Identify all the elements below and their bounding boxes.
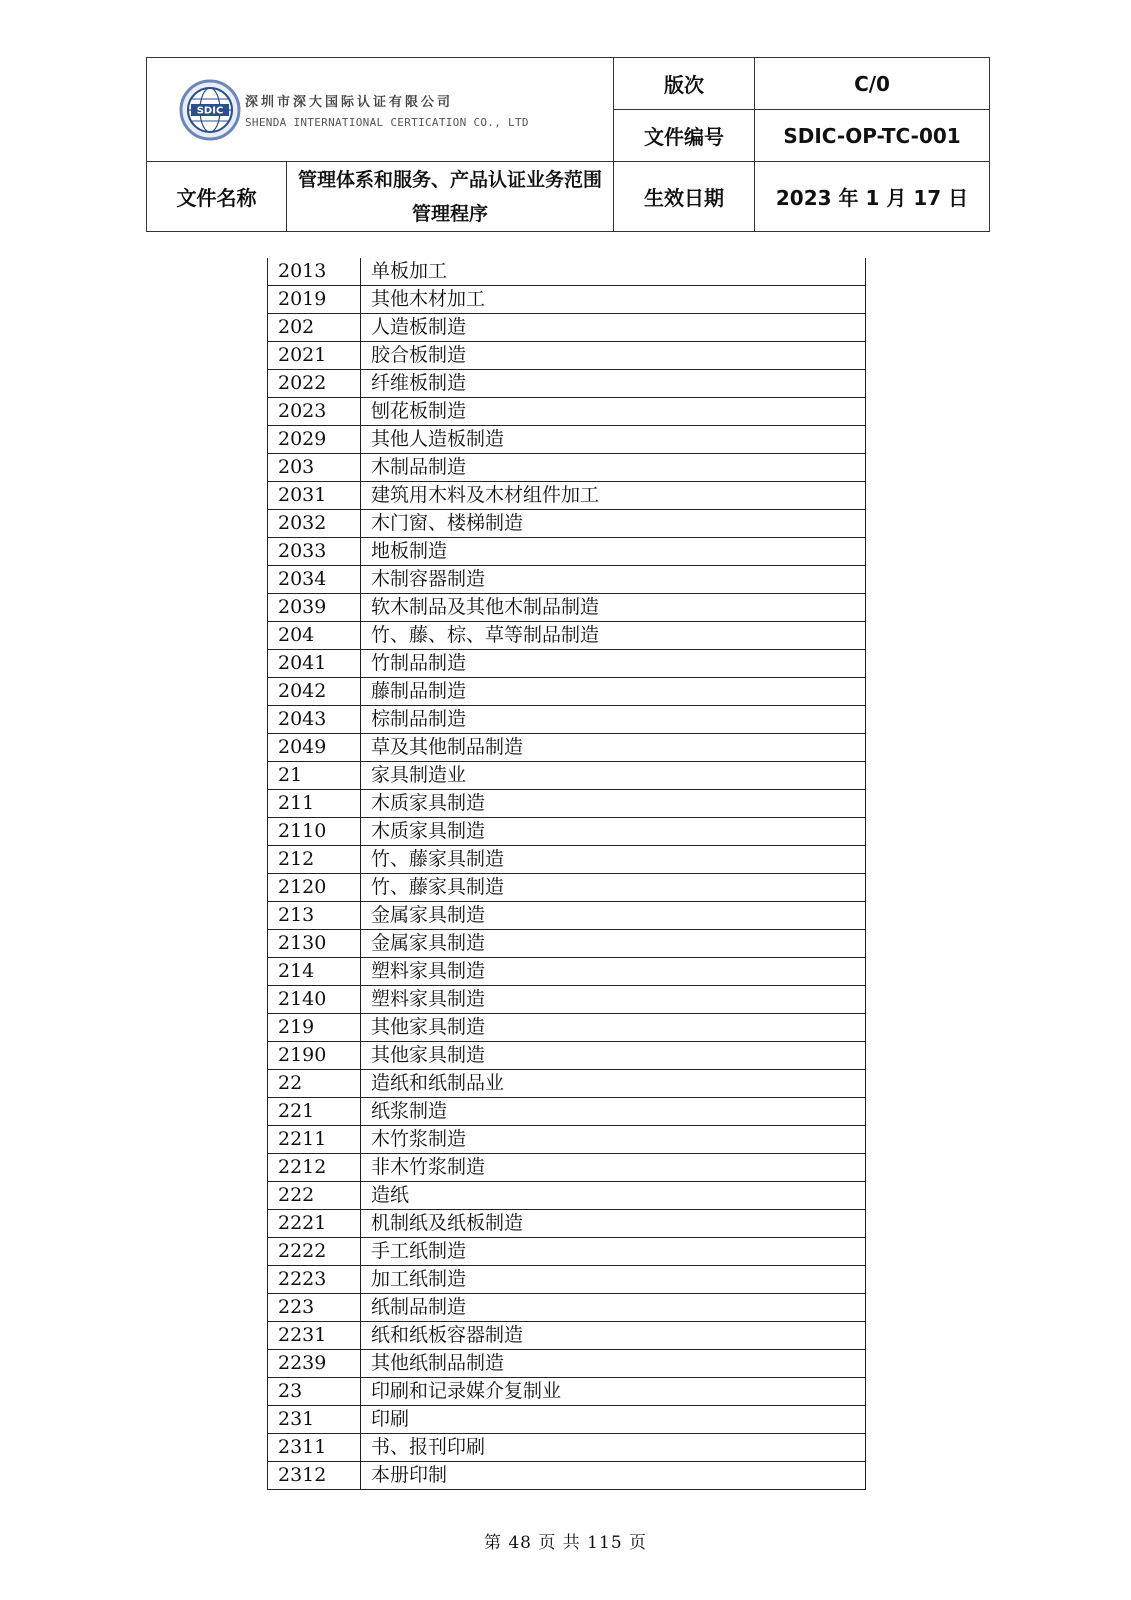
industry-name: 金属家具制造 [361,930,866,958]
industry-code: 219 [268,1014,361,1042]
industry-name: 草及其他制品制造 [361,734,866,762]
table-row [268,538,866,566]
industry-name: 纸和纸板容器制造 [361,1322,866,1350]
table-row [268,1210,866,1238]
table-row [268,286,866,314]
doc-number-label: 文件编号 [614,110,755,162]
table-row [268,874,866,902]
industry-name: 非木竹浆制造 [361,1154,866,1182]
table-row [268,1042,866,1070]
table-row [268,1406,866,1434]
table-row [268,1350,866,1378]
table-row [268,930,866,958]
industry-name: 其他家具制造 [361,1042,866,1070]
industry-code: 214 [268,958,361,986]
table-row [268,1266,866,1294]
industry-name: 地板制造 [361,538,866,566]
industry-code: 2231 [268,1322,361,1350]
industry-code: 211 [268,790,361,818]
industry-name: 机制纸及纸板制造 [361,1210,866,1238]
doc-name-label: 文件名称 [147,162,287,232]
industry-name: 木制品制造 [361,454,866,482]
industry-name: 造纸 [361,1182,866,1210]
company-logo-block [147,58,614,162]
industry-name: 木制容器制造 [361,566,866,594]
industry-code: 2031 [268,482,361,510]
industry-code: 2019 [268,286,361,314]
table-row [268,706,866,734]
industry-code: 2311 [268,1434,361,1462]
industry-code: 2222 [268,1238,361,1266]
table-row [268,622,866,650]
industry-code: 2043 [268,706,361,734]
industry-name: 家具制造业 [361,762,866,790]
table-row [268,510,866,538]
industry-code: 2130 [268,930,361,958]
industry-name: 加工纸制造 [361,1266,866,1294]
table-row [268,1070,866,1098]
industry-code: 221 [268,1098,361,1126]
doc-number-value: SDIC-OP-TC-001 [755,110,990,162]
industry-code: 2312 [268,1462,361,1490]
table-row [268,1014,866,1042]
table-row [268,482,866,510]
table-row [268,370,866,398]
industry-code: 231 [268,1406,361,1434]
industry-code: 2039 [268,594,361,622]
industry-name: 印刷 [361,1406,866,1434]
industry-name: 塑料家具制造 [361,958,866,986]
table-row [268,678,866,706]
table-row [268,762,866,790]
industry-name: 塑料家具制造 [361,986,866,1014]
version-label: 版次 [614,58,755,110]
page-number: 第 48 页 共 115 页 [483,1533,648,1553]
industry-name: 手工纸制造 [361,1238,866,1266]
industry-code: 21 [268,762,361,790]
table-row [268,1434,866,1462]
industry-name: 刨花板制造 [361,398,866,426]
table-row [268,454,866,482]
industry-code: 2211 [268,1126,361,1154]
version-value: C/0 [755,58,990,110]
industry-code: 22 [268,1070,361,1098]
industry-code-table [267,258,866,1490]
industry-name: 其他木材加工 [361,286,866,314]
table-row [268,734,866,762]
table-row [268,398,866,426]
industry-name: 印刷和记录媒介复制业 [361,1378,866,1406]
industry-name: 竹、藤家具制造 [361,846,866,874]
company-name-en: SHENDA INTERNATIONAL CERTICATION CO., LTD [245,115,529,129]
industry-name: 藤制品制造 [361,678,866,706]
industry-code: 202 [268,314,361,342]
industry-code: 2239 [268,1350,361,1378]
table-row [268,818,866,846]
industry-name: 其他家具制造 [361,1014,866,1042]
industry-name: 木质家具制造 [361,790,866,818]
industry-name: 纤维板制造 [361,370,866,398]
industry-code: 2120 [268,874,361,902]
industry-code: 2110 [268,818,361,846]
industry-name: 棕制品制造 [361,706,866,734]
table-row [268,1378,866,1406]
table-row [268,594,866,622]
industry-code: 223 [268,1294,361,1322]
svg-text:SDIC: SDIC [196,105,224,116]
table-row [268,1294,866,1322]
industry-code: 222 [268,1182,361,1210]
industry-name: 人造板制造 [361,314,866,342]
industry-code: 2032 [268,510,361,538]
industry-code: 2013 [268,258,361,286]
industry-code: 212 [268,846,361,874]
table-row [268,1126,866,1154]
document-header [146,57,990,232]
industry-name: 造纸和纸制品业 [361,1070,866,1098]
industry-code: 2049 [268,734,361,762]
industry-code: 2140 [268,986,361,1014]
table-row [268,426,866,454]
industry-code: 2212 [268,1154,361,1182]
company-name-cn: 深圳市深大国际认证有限公司 [245,94,454,110]
industry-name: 纸制品制造 [361,1294,866,1322]
industry-name: 竹、藤家具制造 [361,874,866,902]
table-row [268,258,866,286]
table-row [268,1154,866,1182]
industry-name: 本册印制 [361,1462,866,1490]
industry-code: 2029 [268,426,361,454]
table-row [268,986,866,1014]
industry-code: 2021 [268,342,361,370]
industry-code: 2023 [268,398,361,426]
industry-code: 213 [268,902,361,930]
industry-code: 204 [268,622,361,650]
effective-date-value: 2023 年 1 月 17 日 [755,162,990,232]
industry-name: 单板加工 [361,258,866,286]
effective-date-label: 生效日期 [614,162,755,232]
table-row [268,846,866,874]
industry-name: 建筑用木料及木材组件加工 [361,482,866,510]
industry-name: 金属家具制造 [361,902,866,930]
industry-name: 竹制品制造 [361,650,866,678]
globe-logo-icon [179,79,241,141]
industry-name: 竹、藤、棕、草等制品制造 [361,622,866,650]
industry-code: 2041 [268,650,361,678]
industry-code: 203 [268,454,361,482]
industry-code: 2034 [268,566,361,594]
industry-name: 木竹浆制造 [361,1126,866,1154]
industry-name: 其他人造板制造 [361,426,866,454]
table-row [268,1322,866,1350]
table-row [268,1098,866,1126]
industry-name: 书、报刊印刷 [361,1434,866,1462]
industry-name: 胶合板制造 [361,342,866,370]
industry-code: 2022 [268,370,361,398]
table-row [268,1238,866,1266]
industry-code: 2221 [268,1210,361,1238]
table-row [268,650,866,678]
table-row [268,314,866,342]
industry-code: 2223 [268,1266,361,1294]
table-row [268,1462,866,1490]
industry-code: 2190 [268,1042,361,1070]
industry-name: 木质家具制造 [361,818,866,846]
industry-name: 其他纸制品制造 [361,1350,866,1378]
industry-code: 2033 [268,538,361,566]
table-row [268,1182,866,1210]
industry-code: 2042 [268,678,361,706]
table-row [268,958,866,986]
industry-name: 软木制品及其他木制品制造 [361,594,866,622]
table-row [268,566,866,594]
table-row [268,902,866,930]
table-row [268,342,866,370]
industry-name: 木门窗、楼梯制造 [361,510,866,538]
table-row [268,790,866,818]
doc-name-value: 管理体系和服务、产品认证业务范围管理程序 [287,162,614,232]
industry-code: 23 [268,1378,361,1406]
industry-name: 纸浆制造 [361,1098,866,1126]
